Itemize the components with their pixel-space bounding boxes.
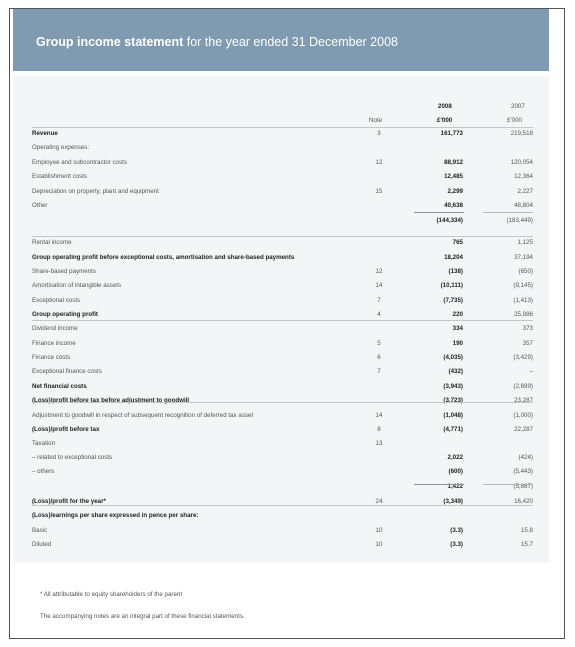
table-row bbox=[13, 170, 549, 184]
section-rule-1 bbox=[32, 236, 533, 237]
row-value-2008: 765 bbox=[452, 239, 463, 246]
row-note: 7 bbox=[377, 297, 381, 304]
row-value-2007: 373 bbox=[522, 325, 533, 332]
row-value-2007: (424) bbox=[518, 454, 533, 461]
table-row bbox=[13, 141, 549, 155]
row-label: – others bbox=[32, 468, 55, 475]
row-label: Net financial costs bbox=[32, 383, 87, 390]
table-row bbox=[13, 199, 549, 213]
row-value-2008: 2,022 bbox=[447, 454, 463, 461]
title-rest: for the year ended 31 December 2008 bbox=[183, 35, 398, 49]
row-value-2007: 25,986 bbox=[514, 311, 533, 318]
row-value-2007: 16,420 bbox=[514, 498, 533, 505]
table-row bbox=[13, 451, 549, 465]
row-note: 13 bbox=[375, 440, 383, 447]
table-row bbox=[13, 294, 549, 308]
row-value-2008: (7,735) bbox=[443, 297, 463, 304]
table-row bbox=[13, 524, 549, 538]
row-value-2008: 2,299 bbox=[447, 188, 463, 195]
table-row bbox=[13, 127, 549, 141]
row-label: Diluted bbox=[32, 541, 52, 548]
row-value-2007: (1,000) bbox=[513, 412, 533, 419]
title-bold: Group income statement bbox=[36, 35, 184, 49]
table-row bbox=[13, 409, 549, 423]
row-value-2007: 15.7 bbox=[520, 541, 533, 548]
table-row bbox=[13, 185, 549, 199]
row-note: 8 bbox=[377, 426, 381, 433]
row-label: Group operating profit bbox=[32, 311, 98, 318]
row-value-2007: 219,518 bbox=[510, 130, 533, 137]
section-rule-4 bbox=[32, 505, 533, 506]
row-value-2007: 357 bbox=[522, 340, 533, 347]
row-label: Finance costs bbox=[32, 354, 71, 361]
row-label: Dividend income bbox=[32, 325, 78, 332]
row-value-2008: (600) bbox=[448, 468, 463, 475]
row-value-2007: (2,699) bbox=[513, 383, 533, 390]
table-row bbox=[13, 509, 549, 523]
row-label: (Loss)/profit for the year* bbox=[32, 498, 106, 505]
row-label: Basic bbox=[32, 527, 48, 534]
subtotal-underline-2008 bbox=[414, 212, 464, 213]
row-label: – related to exceptional costs bbox=[32, 454, 113, 461]
row-value-2008: (10,111) bbox=[440, 282, 463, 289]
row-label: Revenue bbox=[32, 130, 58, 137]
table-row bbox=[13, 465, 549, 479]
row-value-2008: 1,422 bbox=[447, 483, 463, 490]
row-value-2007: 23,287 bbox=[514, 397, 533, 404]
tax-underline-2008 bbox=[414, 484, 464, 485]
row-value-2008: (4,771) bbox=[443, 426, 463, 433]
unit-2008: £'000 bbox=[437, 117, 453, 124]
row-value-2008: (4,035) bbox=[443, 354, 463, 361]
row-label: Share-based payments bbox=[32, 268, 96, 275]
table-row bbox=[13, 538, 549, 552]
row-label: Adjustment to goodwill in respect of subsequent recognition of deferred tax asset bbox=[32, 412, 254, 419]
page-title bbox=[36, 35, 398, 49]
column-header-note: Note bbox=[369, 117, 383, 124]
row-value-2007: 1,125 bbox=[517, 239, 533, 246]
row-label: Depreciation on property, plant and equipment bbox=[32, 188, 159, 195]
table-row bbox=[13, 351, 549, 365]
row-value-2008: 12,485 bbox=[444, 173, 463, 180]
column-header-2008: 2008 bbox=[438, 103, 452, 110]
row-label: (Loss)/profit before tax before adjustment to goodwill bbox=[32, 397, 190, 404]
row-value-2008: (3,943) bbox=[443, 383, 463, 390]
row-value-2008: (432) bbox=[448, 368, 463, 375]
row-note: 14 bbox=[375, 282, 383, 289]
row-value-2008: 161,773 bbox=[440, 130, 463, 137]
row-value-2007: (183,449) bbox=[506, 217, 533, 224]
section-rule-2 bbox=[32, 320, 533, 321]
row-label: Taxation bbox=[32, 440, 56, 447]
row-label: Rental income bbox=[32, 239, 72, 246]
row-value-2008: (138) bbox=[448, 268, 463, 275]
row-value-2008: 334 bbox=[452, 325, 463, 332]
row-label: Finance income bbox=[32, 340, 76, 347]
table-row bbox=[13, 365, 549, 379]
row-label: Establishment costs bbox=[32, 173, 88, 180]
row-value-2008: (3.3) bbox=[450, 527, 463, 534]
row-value-2008: (3,723) bbox=[443, 397, 463, 404]
row-value-2007: 120,054 bbox=[510, 159, 533, 166]
row-label: Other bbox=[32, 202, 48, 209]
row-label: (Loss)/earnings per share expressed in pence per share: bbox=[32, 512, 199, 519]
row-value-2007: 22,287 bbox=[514, 426, 533, 433]
row-value-2008: 88,912 bbox=[444, 159, 463, 166]
table-row bbox=[13, 480, 549, 494]
row-note: 12 bbox=[375, 268, 383, 275]
row-note: 7 bbox=[377, 368, 381, 375]
row-note: 24 bbox=[375, 498, 383, 505]
row-note: 4 bbox=[377, 311, 381, 318]
table-row bbox=[13, 156, 549, 170]
footnote-asterisk: * All attributable to equity shareholders of the parent bbox=[40, 591, 183, 598]
row-value-2007: – bbox=[529, 368, 533, 375]
row-label: Amortisation of intangible assets bbox=[32, 282, 122, 289]
row-value-2008: 40,638 bbox=[444, 202, 463, 209]
row-value-2007: (650) bbox=[518, 268, 533, 275]
row-value-2008: (3,349) bbox=[443, 498, 463, 505]
column-header-2007: 2007 bbox=[511, 103, 525, 110]
row-note: 6 bbox=[377, 354, 381, 361]
table-row bbox=[13, 394, 549, 408]
row-value-2007: (3,429) bbox=[513, 354, 533, 361]
row-label: Employee and subcontractor costs bbox=[32, 159, 127, 166]
row-note: 10 bbox=[375, 541, 383, 548]
table-row bbox=[13, 214, 549, 228]
table-row bbox=[13, 236, 549, 250]
income-statement-panel bbox=[13, 76, 549, 563]
row-value-2008: 220 bbox=[452, 311, 463, 318]
row-value-2007: (5,867) bbox=[513, 483, 533, 490]
row-label: Operating expenses: bbox=[32, 144, 90, 151]
row-note: 5 bbox=[377, 340, 381, 347]
title-banner bbox=[13, 9, 549, 71]
unit-2007: £'000 bbox=[507, 117, 522, 124]
table-row bbox=[13, 251, 549, 265]
table-row bbox=[13, 437, 549, 451]
table-row bbox=[13, 322, 549, 336]
row-value-2007: 2,227 bbox=[517, 188, 533, 195]
row-value-2008: (1,048) bbox=[443, 412, 463, 419]
row-label: (Loss)/profit before tax bbox=[32, 426, 100, 433]
row-value-2007: (9,145) bbox=[513, 282, 533, 289]
row-value-2007: 12,364 bbox=[514, 173, 533, 180]
footnote-notes: The accompanying notes are an integral part of these financial statements. bbox=[40, 613, 245, 620]
row-label: Exceptional finance costs bbox=[32, 368, 102, 375]
row-value-2007: 37,194 bbox=[514, 254, 533, 261]
section-rule-3 bbox=[32, 402, 533, 403]
row-value-2008: 18,204 bbox=[444, 254, 463, 261]
table-row bbox=[13, 337, 549, 351]
row-value-2008: (3.3) bbox=[450, 541, 463, 548]
row-note: 10 bbox=[375, 527, 383, 534]
row-value-2007: (5,443) bbox=[513, 468, 533, 475]
table-row bbox=[13, 279, 549, 293]
row-note: 15 bbox=[375, 188, 383, 195]
row-value-2007: (1,413) bbox=[513, 297, 533, 304]
row-note: 14 bbox=[375, 412, 383, 419]
row-value-2007: 48,804 bbox=[514, 202, 533, 209]
row-note: 3 bbox=[377, 130, 381, 137]
table-row bbox=[13, 380, 549, 394]
row-value-2008: 190 bbox=[452, 340, 463, 347]
row-value-2008: (144,334) bbox=[436, 217, 463, 224]
table-row bbox=[13, 265, 549, 279]
header-rule bbox=[32, 127, 533, 128]
row-label: Group operating profit before exceptional costs, amortisation and share-based payments bbox=[32, 254, 295, 261]
tax-underline-2007 bbox=[483, 484, 533, 485]
table-row bbox=[13, 495, 549, 509]
row-note: 12 bbox=[375, 159, 383, 166]
table-row bbox=[13, 423, 549, 437]
row-label: Exceptional costs bbox=[32, 297, 81, 304]
subtotal-underline-2007 bbox=[483, 212, 533, 213]
row-value-2007: 15.8 bbox=[520, 527, 533, 534]
